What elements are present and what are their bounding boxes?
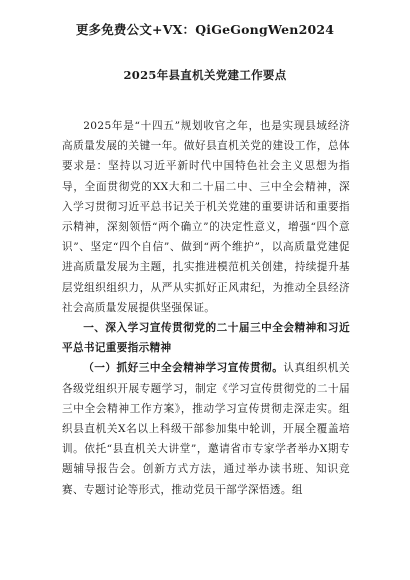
- document-body: [62, 116, 350, 500]
- intro-paragraph: 2025年是“十四五”规划收官之年，也是实现县域经济高质量发展的关键一年。做好县直机关党的建设工作，总体要求是：坚持以习近平新时代中国特色社会主义思想为指导，全面贯彻党的XX大和二十届二中、三中全会精神，深入学习贯彻习近平总书记关于机关党建的重要讲话和重要指示精神，深刻领悟“两个确立”的决定性意义，增强“四个意识”、坚定“四个自信”、做到“两个维护”，以高质量党建促进高质量发展为主题，扎实推进模范机关创建，持续提升基层党组织组织力，从严从实抓好正风肃纪，为推动全县经济社会高质量发展提供坚强保证。: [62, 120, 350, 314]
- watermark-text: 更多免费公文+VX：QiGeGongWen2024: [75, 22, 335, 37]
- section-heading: 一、深入学习宣传贯彻党的二十届三中全会精神和习近平总书记重要指示精神: [62, 322, 350, 355]
- subsection-paragraph: [62, 358, 350, 499]
- subsection-lead: （一）抓好三中全会精神学习宣传贯彻。: [83, 362, 284, 375]
- subsection-body: 认真组织机关各级党组织开展专题学习，制定《学习宣传贯彻党的二十届三中全会精神工作方案》，推动学习宣传贯彻走深走实。组织县直机关X名以上科级干部参加集中轮训，开展全覆盖培训。依托“县直机关大讲堂”，邀请省市专家学者举办X期专题辅导报告会。创新方式方法，通过举办读书班、知识竞赛、专题讨论等形式，推动党员干部学深悟透。组: [62, 362, 350, 496]
- document-title: 2025年县直机关党建工作要点: [123, 68, 287, 82]
